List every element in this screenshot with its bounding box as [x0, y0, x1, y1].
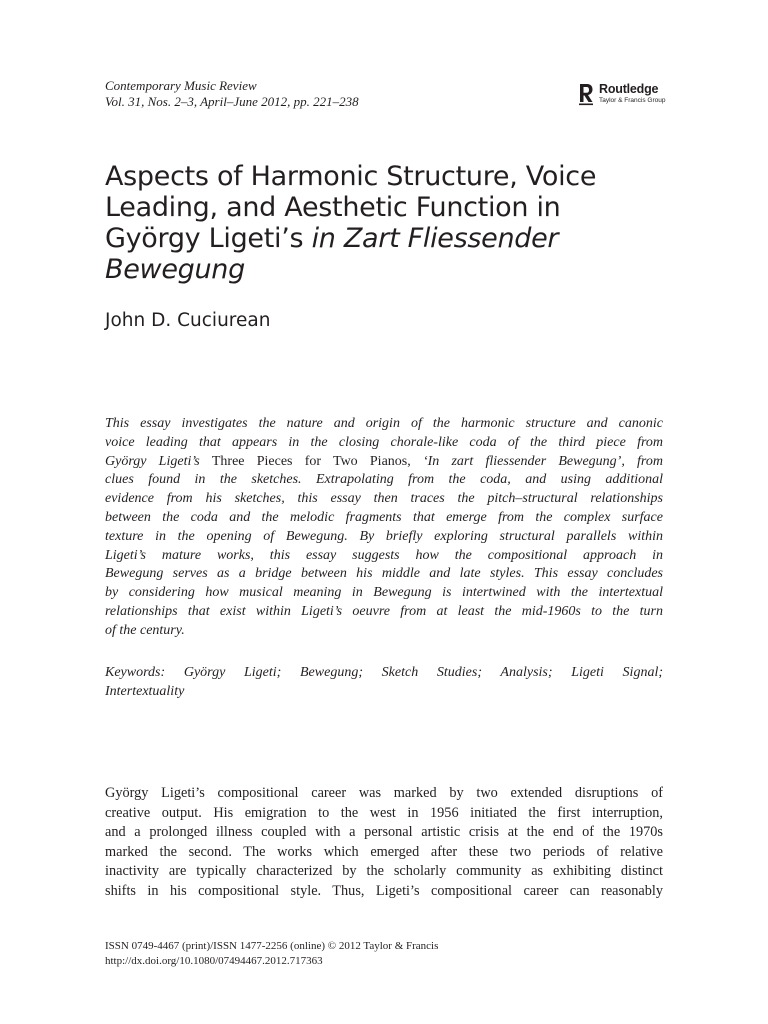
- work-title: Three Pieces for Two Pianos,: [211, 453, 411, 469]
- abstract-line: of the century.: [105, 622, 185, 638]
- journal-name: Contemporary Music Review: [105, 78, 257, 93]
- abstract: [105, 415, 663, 641]
- abstract-text: ‘In zart fliessender Bewegung’, from: [410, 453, 663, 469]
- journal-header: [105, 78, 359, 110]
- issn-line: ISSN 0749-4467 (print)/ISSN 1477-2256 (online) © 2012 Taylor & Francis: [105, 940, 439, 952]
- title-italic-text: Bewegung: [105, 254, 245, 285]
- keywords: [105, 664, 663, 702]
- title-line-text: György Ligeti’s: [105, 223, 312, 254]
- body-line: creative output. His emigration to the west in 1956 initiated the first interruption,: [105, 804, 663, 821]
- publisher-name: Routledge: [599, 82, 659, 96]
- abstract-line: This essay investigates the nature and origin of the harmonic structure and canonic: [105, 416, 663, 431]
- title-line: Aspects of Harmonic Structure, Voice: [105, 161, 597, 192]
- abstract-line: Bewegung serves as a bridge between his middle and late styles. This essay concludes: [105, 566, 663, 582]
- abstract-line: voice leading that appears in the closing chorale-like coda of the third piece from: [105, 434, 663, 450]
- abstract-line: [105, 453, 663, 472]
- abstract-text: György Ligeti’s: [105, 453, 212, 469]
- title-line: Leading, and Aesthetic Function in: [105, 192, 561, 223]
- routledge-r-icon: [578, 82, 594, 108]
- title-line: [105, 254, 695, 285]
- doi-link[interactable]: http://dx.doi.org/10.1080/07494467.2012.717363: [105, 954, 323, 967]
- keywords-line: Intertextuality: [105, 683, 185, 699]
- title-line: [105, 223, 695, 254]
- abstract-line: by considering how musical meaning in Bewegung is intertwined with the intertextual: [105, 585, 663, 601]
- abstract-line: evidence from his sketches, this essay then traces the pitch–structural relationships: [105, 491, 663, 507]
- body-line: and a prolonged illness coupled with a personal artistic crisis at the end of the 1970s: [105, 824, 663, 841]
- page-footer: [105, 939, 438, 968]
- abstract-line: clues found in the sketches. Extrapolating from the coda, and using additional: [105, 472, 663, 488]
- body-paragraph: [105, 784, 663, 902]
- journal-citation: Vol. 31, Nos. 2–3, April–June 2012, pp. 221–238: [105, 94, 359, 109]
- abstract-line: relationships that exist within Ligeti’s oeuvre from at least the mid-1960s to the turn: [105, 603, 663, 619]
- article-title: [105, 161, 695, 285]
- abstract-line: texture in the opening of Bewegung. By briefly exploring structural parallels within: [105, 528, 663, 544]
- body-line: György Ligeti’s compositional career was marked by two extended disruptions of: [105, 785, 663, 801]
- body-line: marked the second. The works which emerged after these two periods of relative: [105, 843, 663, 860]
- publisher-group: Taylor & Francis Group: [599, 97, 666, 104]
- abstract-line: Ligeti’s mature works, this essay suggests how the compositional approach in: [105, 547, 663, 563]
- publisher-logo: [578, 82, 688, 110]
- author-name: John D. Cuciurean: [105, 310, 271, 331]
- abstract-line: between the coda and the melodic fragments that emerge from the complex surface: [105, 509, 663, 525]
- body-line: shifts in his compositional style. Thus, Ligeti’s compositional career can reasonably: [105, 882, 663, 899]
- body-line: inactivity are typically characterized by the scholarly community as exhibiting distinct: [105, 863, 663, 880]
- title-italic-text: in Zart Fliessender: [311, 223, 559, 254]
- keywords-line: Keywords: György Ligeti; Bewegung; Sketch Studies; Analysis; Ligeti Signal;: [105, 665, 663, 680]
